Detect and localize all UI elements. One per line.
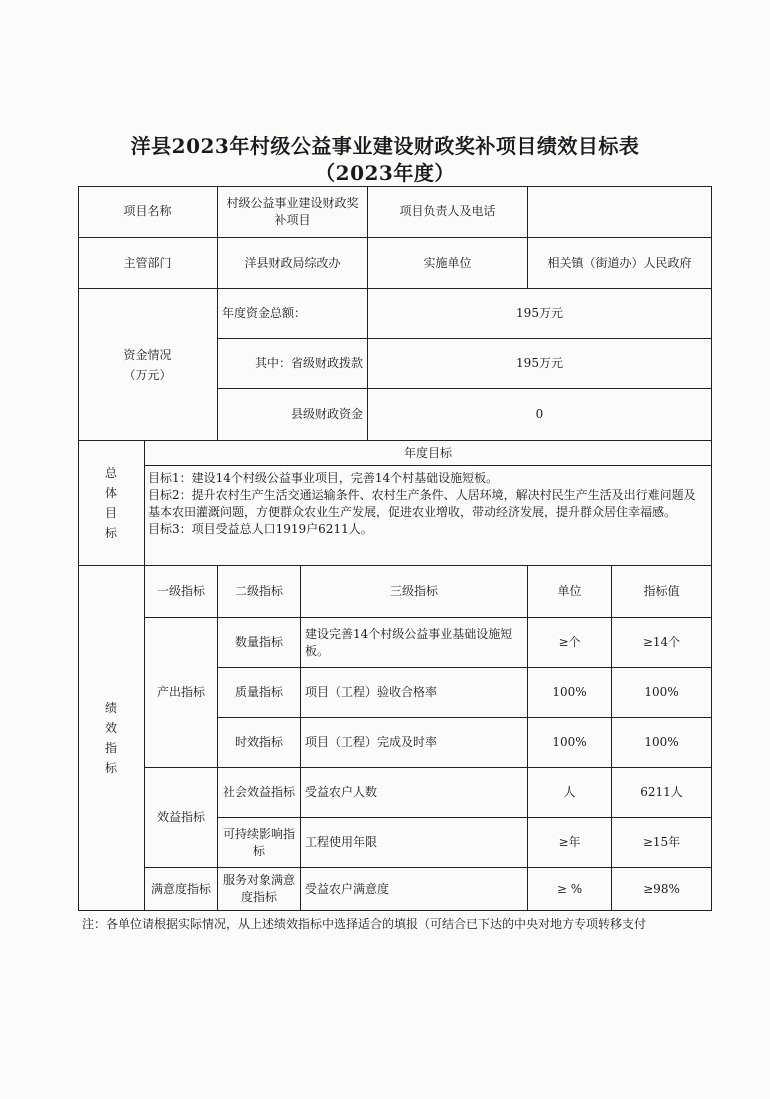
overall-goal-char: 总 — [104, 466, 117, 480]
performance-label — [78, 566, 145, 911]
level2-cell: 可持续影响指标 — [218, 818, 301, 868]
level3-cell: 项目（工程）完成及时率 — [301, 718, 528, 768]
project-name-label: 项目名称 — [78, 186, 218, 238]
header-level2: 二级指标 — [218, 566, 301, 618]
header-value: 指标值 — [612, 566, 712, 618]
performance-table — [78, 186, 712, 911]
dept-label: 主管部门 — [78, 238, 218, 289]
funds-label-line1: 资金情况 — [123, 347, 172, 362]
annual-goal-text — [145, 466, 712, 566]
unit-cell: ≥ % — [528, 868, 612, 911]
funds-label — [78, 289, 218, 441]
footnote: 注：各单位请根据实际情况，从上述绩效指标中选择适合的填报（可结合已下达的中央对地方专项转移支付 — [82, 917, 647, 931]
performance-char: 绩 — [104, 701, 117, 715]
level2-cell: 服务对象满意度指标 — [218, 868, 301, 911]
level2-cell: 数量指标 — [218, 618, 301, 668]
overall-goal-char: 目 — [104, 506, 117, 520]
funds-total-label: 年度资金总额： — [218, 289, 368, 339]
header-level1: 一级指标 — [145, 566, 218, 618]
header-level3: 三级指标 — [301, 566, 528, 618]
level1-benefit: 效益指标 — [145, 768, 218, 868]
level3-cell: 项目（工程）验收合格率 — [301, 668, 528, 718]
dept-value: 洋县财政局综改办 — [218, 238, 368, 289]
performance-char: 效 — [104, 721, 117, 735]
value-cell: ≥15年 — [612, 818, 712, 868]
annual-goal-header: 年度目标 — [145, 441, 712, 466]
impl-label: 实施单位 — [368, 238, 528, 289]
level2-cell: 质量指标 — [218, 668, 301, 718]
unit-cell: 人 — [528, 768, 612, 818]
overall-goal-char: 体 — [104, 486, 117, 500]
level1-satisfaction: 满意度指标 — [145, 868, 218, 911]
value-cell: 100% — [612, 718, 712, 768]
value-cell: 6211人 — [612, 768, 712, 818]
overall-goal-label — [78, 441, 145, 566]
impl-value: 相关镇（街道办）人民政府 — [528, 238, 712, 289]
performance-char: 指 — [104, 741, 117, 755]
goal-item: 目标3：项目受益总人口1919户6211人。 — [148, 522, 373, 536]
funds-county-label: 县级财政资金 — [218, 389, 368, 441]
goal-item: 目标2：提升农村生产生活交通运输条件、农村生产条件、人居环境，解决村民生产生活及出行难问题及基本农田灌溉问题，方便群众农业生产发展，促进农业增收，带动经济发展，提升群众居住幸福感。 — [148, 488, 696, 519]
value-cell: ≥14个 — [612, 618, 712, 668]
document-title: 洋县2023年村级公益事业建设财政奖补项目绩效目标表 — [130, 134, 640, 158]
unit-cell: ≥个 — [528, 618, 612, 668]
funds-county-value: 0 — [368, 389, 712, 441]
header-unit: 单位 — [528, 566, 612, 618]
leader-label: 项目负责人及电话 — [368, 186, 528, 238]
unit-cell: ≥年 — [528, 818, 612, 868]
document-subtitle: （2023年度） — [315, 161, 455, 185]
value-cell: 100% — [612, 668, 712, 718]
unit-cell: 100% — [528, 718, 612, 768]
funds-provincial-value: 195万元 — [368, 339, 712, 389]
leader-value — [528, 186, 712, 238]
level2-cell: 时效指标 — [218, 718, 301, 768]
funds-label-line2: （万元） — [123, 367, 172, 382]
funds-provincial-label: 其中：省级财政拨款 — [218, 339, 368, 389]
level1-output: 产出指标 — [145, 618, 218, 768]
project-name-value: 村级公益事业建设财政奖补项目 — [218, 186, 368, 238]
level3-cell: 建设完善14个村级公益事业基础设施短板。 — [301, 618, 528, 668]
unit-cell: 100% — [528, 668, 612, 718]
overall-goal-char: 标 — [104, 526, 117, 540]
value-cell: ≥98% — [612, 868, 712, 911]
level3-cell: 受益农户满意度 — [301, 868, 528, 911]
performance-char: 标 — [104, 761, 117, 775]
level2-cell: 社会效益指标 — [218, 768, 301, 818]
funds-total-value: 195万元 — [368, 289, 712, 339]
level3-cell: 工程使用年限 — [301, 818, 528, 868]
goal-item: 目标1：建设14个村级公益事业项目，完善14个村基础设施短板。 — [148, 471, 499, 485]
level3-cell: 受益农户人数 — [301, 768, 528, 818]
